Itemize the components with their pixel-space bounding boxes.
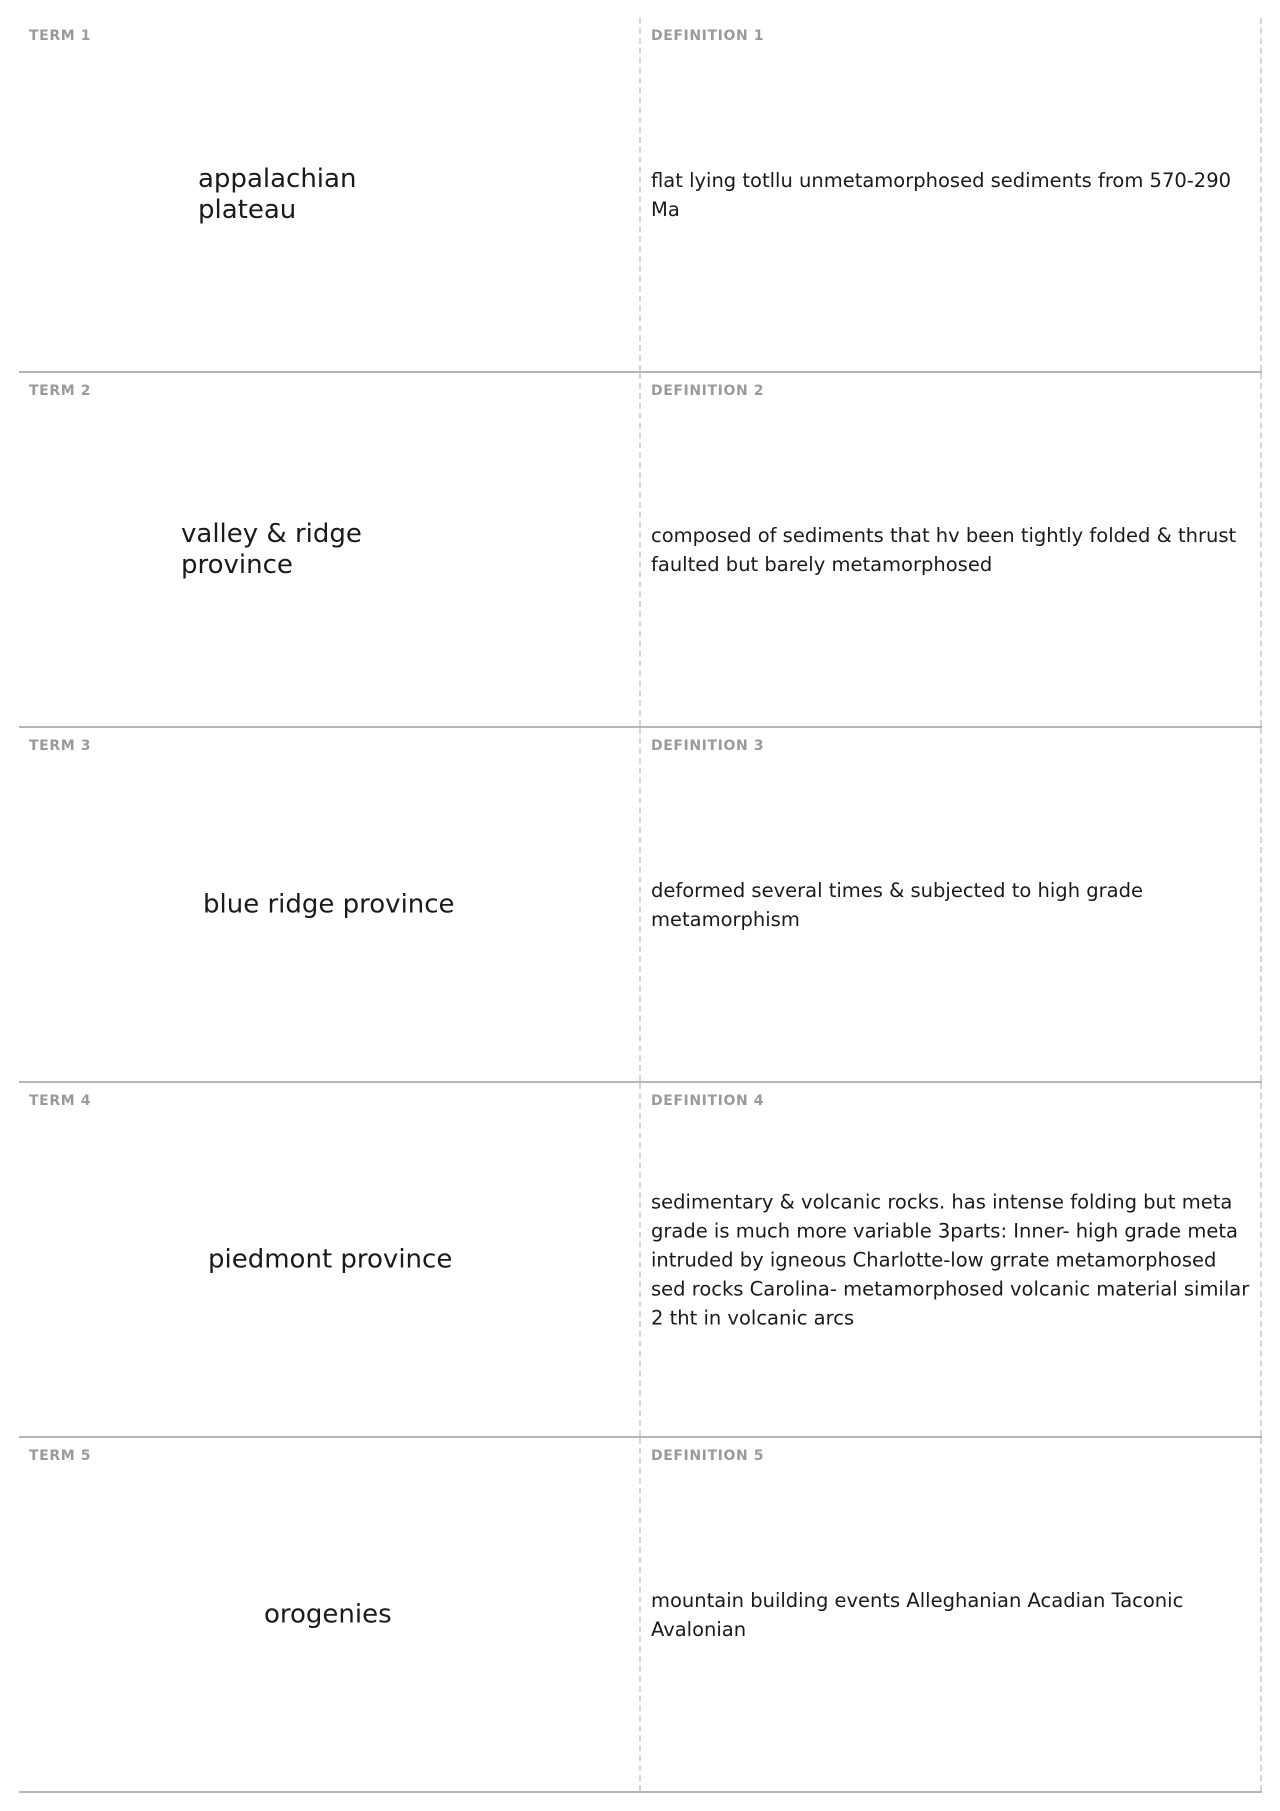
term-cell — [19, 1083, 641, 1436]
definition-cell — [641, 373, 1262, 726]
term-label: TERM 3 — [29, 738, 92, 754]
definition-cell — [641, 728, 1262, 1081]
flashcard-row — [19, 728, 1262, 1083]
term-text: blue ridge province — [203, 889, 455, 919]
term-cell — [19, 18, 641, 371]
definition-text: composed of sediments that hv been tightly folded & thrust faulted but barely metamorphosed — [651, 523, 1237, 576]
definition-text: deformed several times & subjected to high grade metamorphism — [651, 878, 1143, 931]
flashcard-row — [19, 1438, 1262, 1793]
flashcard-row — [19, 18, 1262, 373]
term-cell — [19, 373, 641, 726]
term-cell — [19, 1438, 641, 1791]
term-cell — [19, 728, 641, 1081]
definition-label: DEFINITION 1 — [651, 28, 765, 44]
term-label: TERM 1 — [29, 28, 92, 44]
flashcard-row — [19, 373, 1262, 728]
term-label: TERM 2 — [29, 383, 92, 399]
term-label: TERM 4 — [29, 1093, 92, 1109]
term-text: orogenies — [264, 1599, 392, 1629]
flashcard-row — [19, 1083, 1262, 1438]
definition-label: DEFINITION 5 — [651, 1448, 765, 1464]
definition-cell — [641, 1083, 1262, 1436]
definition-text: flat lying totllu unmetamorphosed sediments from 570-290 Ma — [651, 168, 1232, 221]
definition-cell — [641, 1438, 1262, 1791]
definition-label: DEFINITION 4 — [651, 1093, 765, 1109]
definition-label: DEFINITION 3 — [651, 738, 765, 754]
flashcard-sheet — [19, 18, 1262, 1793]
definition-text: mountain building events Alleghanian Acadian Taconic Avalonian — [651, 1588, 1184, 1641]
definition-text: sedimentary & volcanic rocks. has intense folding but meta grade is much more variable 3parts: Inner- high grade meta intruded by igneous Charlotte-low grrate metamorphosed sed rocks Carolina- metamorphosed volcanic material similar 2 tht in volcanic arcs — [651, 1190, 1250, 1329]
definition-cell — [641, 18, 1262, 371]
term-label: TERM 5 — [29, 1448, 92, 1464]
definition-label: DEFINITION 2 — [651, 383, 765, 399]
term-text: appalachian plateau — [198, 163, 357, 225]
term-text: piedmont province — [208, 1244, 453, 1274]
term-text: valley & ridge province — [181, 518, 362, 580]
